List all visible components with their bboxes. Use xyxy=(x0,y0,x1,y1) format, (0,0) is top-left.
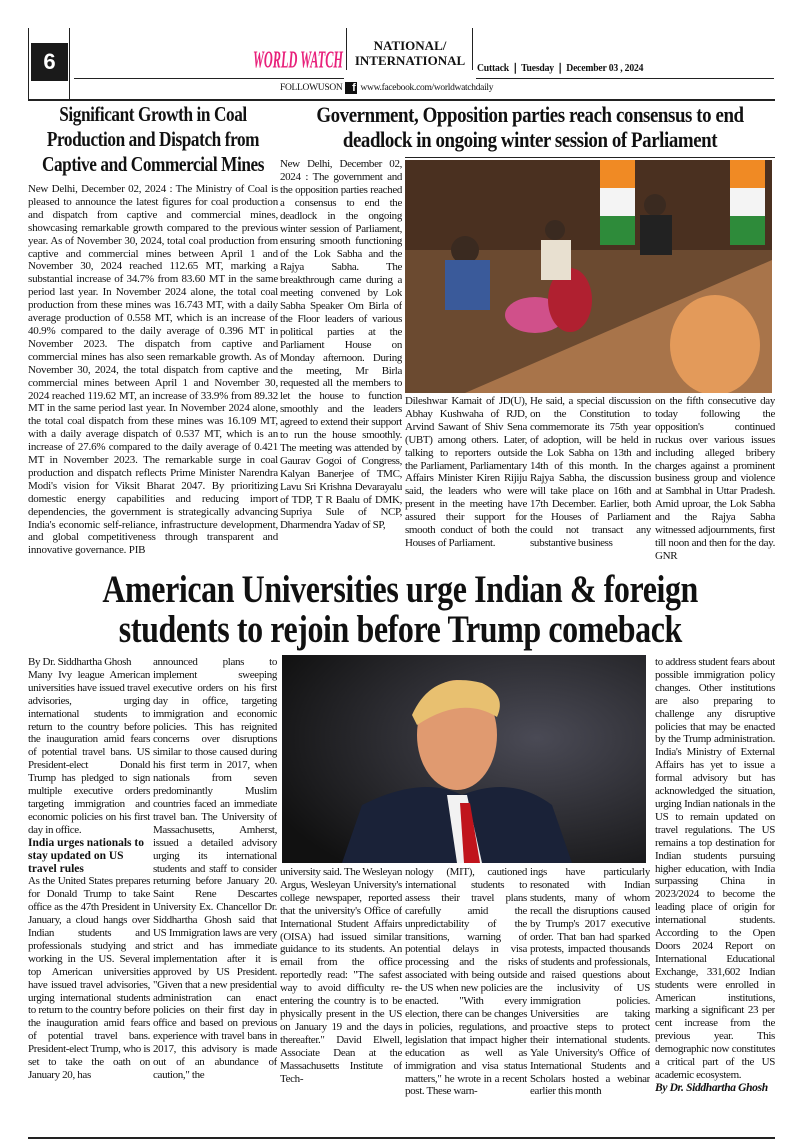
page-bottom-rule xyxy=(28,1137,775,1139)
parliament-headline xyxy=(283,102,777,152)
col-text: to address student fears about possible immigration policy changes. Other institutions are also preparing to challenge any disruptive policies that may be enacted by the Trump administration. India's Ministry of External Affairs has yet to issue a formal advisory but has acknowledged the situation, urging Indian nationals in the US to remain updated on travel regulations. The US remains a top destination for Indian students pursuing higher education, with India surpassing China in 2023/2024 to become the leading place of origin for international students. According to the Open Doors 2024 Report on International Educational Exchange, 331,602 Indian students were enrolled in American institutions, marking a significant 23 per cent increase from the previous year. This demographic now constitutes a critical part of the US academic ecosystem. xyxy=(655,656,775,1081)
headline-rule xyxy=(405,157,775,158)
parliament-col-3: He said, a special discussion on the Constitution to commemorate its 75th year of adoption, will be held in the Lok Sabha on 13th and 14th of this month. In the Rajya Sabha, the discussion will take place on 16th and 17th December. Earlier, both the Houses of Parliament could not transact any substantive business xyxy=(530,395,651,549)
section-label xyxy=(349,38,471,68)
universities-col-3: university said. The Wesleyan Argus, Wesleyan University's college newspaper, reported that the university's Office of International Student Affairs (OISA) had issued similar guidance to its students. An email from the office reportedly read: "The safest way to avoid difficulty re-entering the country is to be physically present in the US on January 19 and the days thereafter." David Elwell, Associate Dean at the Massachusetts Institute of Tech- xyxy=(280,866,402,1085)
universities-col-5: ings have particularly resonated with Indian students, many of whom recall the disruptions caused by Trump's 2017 executive order. That ban had sparked protests, impacted thousands of students and professionals, and raised questions about the inclusivity of US immigration policies. Universities are taking proactive steps to protect their international students. Yale University's Office of International Students and Scholars hosted a webinar earlier this month xyxy=(530,866,650,1098)
facebook-icon[interactable]: f xyxy=(345,82,357,94)
parliament-col-2: Dileshwar Kamait of JD(U), Abhay Kushwaha of RJD, Arvind Sawant of Shiv Sena (UBT) among others. Later, talking to reporters outside the Parliament, Parliamentary Affairs Minister Kiren Rijiju said, the leaders who were present in the meeting have assured their support for smooth conduct of both the Houses of Parliament. xyxy=(405,395,527,549)
masthead-bottom-rule xyxy=(28,99,775,101)
masthead-underline xyxy=(476,78,774,79)
parliament-meeting-photo xyxy=(405,160,772,393)
section-line: INTERNATIONAL xyxy=(354,53,466,68)
dateline: Cuttack ❘ Tuesday ❘ December 03 , 2024 xyxy=(477,63,644,74)
headline-line: American Universities urge Indian & foreign xyxy=(102,568,698,611)
universities-col-1 xyxy=(28,656,150,1137)
section-line: NATIONAL/ xyxy=(373,38,447,53)
universities-headline xyxy=(0,570,800,650)
parliament-col-1: New Delhi, December 02, 2024 : The government and the opposition parties reached a consensus to end the deadlock in the ongoing winter session of Parliament, ensuring smooth functioning of the Lok Sabha and the Rajya Sabha. The breakthrough came during a meeting convened by Lok Sabha Speaker Om Birla of the Floor leaders of various political parties at the Parliament House on Monday afternoon. During the meeting, Mr Birla requested all the members to let the house to function smoothly and the leaders agreed to extend their support to run the house smoothly. The meeting was attended by Gaurav Gogoi of Congress, Kalyan Banerjee of TMC, Lavu Sri Krishna Devarayalu of TDP, T R Baalu of DMK, Supriya Sule of NCP, Dharmendra Yadav of SP, xyxy=(280,158,402,532)
world-watch-logo xyxy=(252,40,344,78)
parliament-headline-text: Government, Opposition parties reach consensus to end deadlock in ongoing winter session of Parliament xyxy=(316,102,744,152)
col-text: Many Ivy league American universities have issued travel advisories, urging international students to return to the country before the inauguration amid fears of potential travel bans. US President-elect Donald Trump has pledged to sign multiple executive orders targeting immigration and economic policies on his first day in office. xyxy=(28,668,150,836)
page-number: 6 xyxy=(31,43,68,81)
coal-headline-text: Significant Growth in Coal Production and Dispatch from Captive and Commercial Mines xyxy=(41,102,265,176)
signoff: By Dr. Siddhartha Ghosh xyxy=(655,1081,768,1094)
follow-us xyxy=(280,82,493,94)
universities-col-6 xyxy=(655,656,775,1137)
follow-label: FOLLOWUSON xyxy=(280,83,343,93)
trump-photo xyxy=(282,655,646,863)
masthead-divider xyxy=(472,28,473,70)
coal-headline xyxy=(28,102,278,177)
svg-text:WORLD WATCH: WORLD WATCH xyxy=(253,46,344,74)
facebook-link[interactable]: www.facebook.com/worldwatchdaily xyxy=(360,83,494,93)
subheading: India urges nationals to stay updated on US travel rules xyxy=(28,836,144,875)
headline-line: students to rejoin before Trump comeback xyxy=(118,608,682,651)
universities-col-2: announced plans to implement sweeping executive orders on his first day in office, targeting immigration and economic policies. This has reignited concerns over disruptions similar to those caused during his first term in 2017, when nationals from seven predominantly Muslim countries faced an immediate travel ban. The University of Massachusetts, Amherst, issued a detailed advisory urging its international students and staff to consider returning before January 20. Saint Rene Descartes University Ex. Chancellor Dr. Siddhartha Ghosh said that US Immigration laws are very strict and has immediate implementation after it is approved by US President. "Given that a new presidential administration can enact policies on their first day in office and based on previous experience with travel bans in 2017, this advisory is made out of an abundance of caution," the xyxy=(153,656,277,1081)
masthead-divider xyxy=(346,28,347,70)
masthead-rule xyxy=(69,28,70,100)
masthead-rule-left xyxy=(28,28,29,100)
coal-body: New Delhi, December 02, 2024 : The Ministry of Coal is pleased to announce the latest figures for coal production and dispatch from captive and commercial mines, showcasing remarkable growth compared to the previous year. As of November 30, 2024, total coal production from captive and commercial mines between April 1 and November 30, 2024 reached 112.65 MT, marking a substantial increase of 34.7% from 83.60 MT in the same period last year. In November 2024 alone, the total coal production from these mines was 16.743 MT, with a daily average production of 0.558 MT, which is an increase of 40.9% compared to the daily average of 0.396 MT in November 2023. The dispatch from captive and commercial mines has also seen remarkable growth. As of November 30, 2024, the total dispatch from captive and commercial mines between April 1 and November 30, 2024 reached 119.62 MT, an increase of 33.9% from 89.32 MT in the same period last year. In November 2024 alone, the total coal dispatch from these mines was 16.109 MT, with a daily average dispatch of 0.537 MT, which is an increase of 27.6% compared to the daily average of 0.421 MT in November 2023. The remarkable surge in coal production and dispatch reflects Prime Minister Narendra Modi's vision for Viksit Bharat 2047. By prioritizing domestic energy capabilities and reducing import dependencies, the government is strategically advancing India's economic self-reliance, infrastructure development, and global competitiveness through transparent and innovative governance. PIB xyxy=(28,183,278,557)
parliament-col-4: on the fifth consecutive day today following the opposition's continued ruckus over various issues including alleged bribery charges against a prominent business group and violence at Sambhal in Uttar Pradesh. Amid uproar, the Lok Sabha and the Rajya Sabha witnessed adjournments, first till noon and then for the day. GNR xyxy=(655,395,775,562)
col-text: As the United States prepares for Donald Trump to take office as the 47th President in January, a cloud hangs over Indian students and professionals studying and working in the US. Several top American universities have issued travel advisories, urging international students to return to the country before the inauguration amid fears of potential travel bans. President-elect Trump, who is set to take the oath on January 20, has xyxy=(28,875,150,1081)
byline: By Dr. Siddhartha Ghosh xyxy=(28,656,132,668)
universities-col-4: nology (MIT), cautioned international students to assess their travel plans carefully amid the unpredictability of the transitions, warning of potential delays in visa processing and the risks associated with being outside the US when new policies are enacted. "With every election, there can be changes in policies, regulations, and legislation that impact higher education as well as immigration and visa status matters," he wrote in a recent post. These warn- xyxy=(405,866,527,1098)
masthead-underline xyxy=(74,78,344,79)
